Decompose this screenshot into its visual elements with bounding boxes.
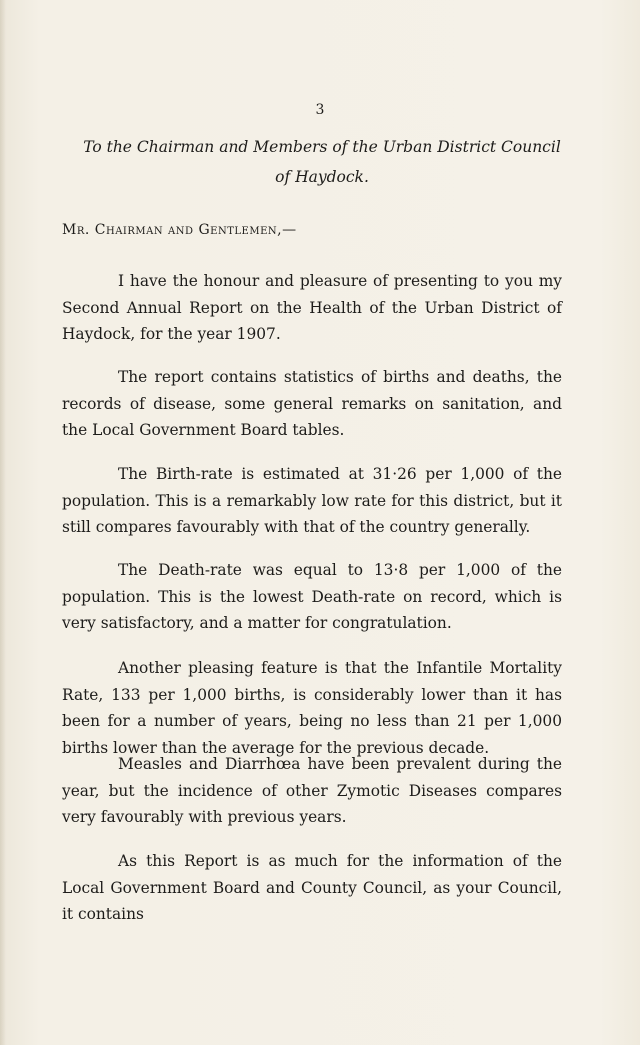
paragraph-birth-rate: The Birth-rate is estimated at 31·26 per 1,000 of the population. This is a remarkably low rate for this district, but it still compares favourably with that of the country generally. [62, 465, 562, 537]
address-line-2: of Haydock. [275, 168, 369, 186]
paragraph-infantile-mortality: Another pleasing feature is that the Infantile Mortality Rate, 133 per 1,000 births, is considerably lower than it has been for a number of years, being no less than 21 per 1,000 births lower than the average for the previous decade. [62, 659, 562, 757]
salutation: Mr. Chairman and Gentlemen,— [62, 222, 297, 238]
paragraph-death-rate: The Death-rate was equal to 13·8 per 1,000 of the population. This is the lowest Death-rate on record, which is very satisfactory, and a matter for congratulation. [62, 561, 562, 633]
page-edge-shadow [0, 0, 6, 1045]
paragraph-introduction: I have the honour and pleasure of presenting to you my Second Annual Report on the Health of the Urban District of Haydock, for the year 1907. [62, 272, 562, 344]
paragraph-report-contents: The report contains statistics of births and deaths, the records of disease, some general remarks on sanitation, and the Local Government Board tables. [62, 368, 562, 440]
page-number: 3 [315, 102, 325, 118]
address-line-1: To the Chairman and Members of the Urban District Council [83, 138, 561, 156]
paragraph-report-purpose: As this Report is as much for the information of the Local Government Board and County Council, as your Council, it contains [62, 852, 562, 924]
paragraph-zymotic-diseases: Measles and Diarrhœa have been prevalent during the year, but the incidence of other Zymotic Diseases compares very favourably with previous years. [62, 755, 562, 827]
